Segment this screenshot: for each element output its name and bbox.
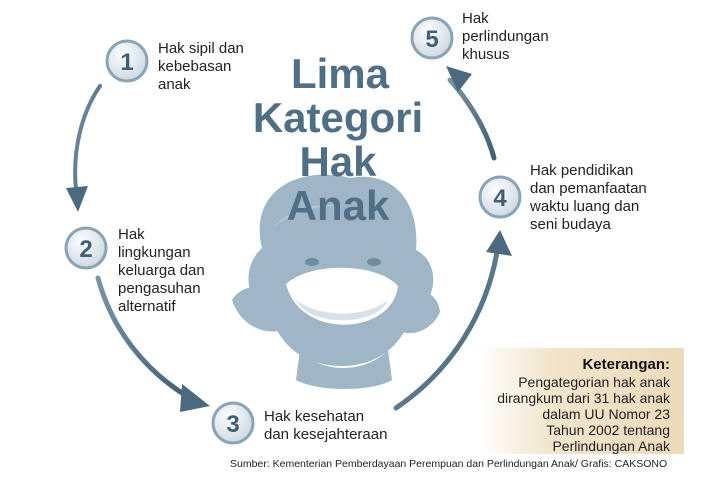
badge-5 (412, 18, 452, 58)
category-1-label (158, 40, 244, 94)
badge-3 (213, 403, 253, 443)
badge-number: 2 (79, 236, 93, 263)
label-line: dan kesejahteraan (264, 426, 388, 443)
arrowhead-3-to-4 (486, 230, 512, 256)
badge-1 (107, 41, 147, 81)
label-line: Hak pendidikan (530, 162, 634, 179)
category-2-label (118, 226, 205, 316)
label-line: Hak sipil dan (158, 40, 244, 57)
label-line: lingkungan (118, 244, 191, 261)
note-body (480, 374, 670, 454)
label-line: anak (158, 76, 191, 93)
title-line: Lima (290, 50, 390, 97)
badge-number: 1 (120, 49, 134, 76)
note-line: dirangkum dari 31 hak anak (497, 390, 670, 406)
note-title: Keterangan: (582, 356, 670, 373)
title-line: Kategori (252, 94, 424, 141)
label-line: dan pemanfaatan (530, 180, 647, 197)
label-line: pengasuhan (118, 280, 201, 297)
label-line: Hak kesehatan (264, 408, 365, 425)
label-line: seni budaya (530, 216, 611, 233)
note-line: Perlindungan Anak (552, 438, 670, 454)
arrow-4-to-5 (450, 80, 494, 158)
category-5-label (462, 10, 549, 64)
badge-4 (480, 177, 520, 217)
source-credit: Sumber: Kementerian Pemberdayaan Perempuan dan Perlindungan Anak/ Grafis: CAKSONO (230, 458, 668, 470)
label-line: Hak (462, 10, 489, 27)
title-line: Anak (286, 182, 390, 229)
arrowhead-1-to-2 (66, 186, 88, 212)
note-line: dalam UU Nomor 23 (542, 406, 670, 422)
note-box (478, 348, 684, 454)
arrow-1-to-2 (75, 86, 100, 190)
badge-number: 4 (493, 185, 507, 212)
label-line: alternatif (118, 298, 176, 315)
note-line: Tahun 2002 tentang (546, 422, 670, 438)
label-line: Hak (118, 226, 145, 243)
category-4-label (530, 162, 647, 234)
label-line: khusus (462, 46, 510, 63)
label-line: kebebasan (158, 58, 232, 75)
category-3-label (264, 408, 387, 444)
label-line: waktu luang dan (530, 198, 640, 215)
title-line: Hak (299, 138, 377, 185)
badge-number: 3 (226, 411, 240, 438)
arrowhead-2-to-3 (180, 384, 210, 412)
note-line: Pengategorian hak anak (518, 374, 670, 390)
label-line: keluarga dan (118, 262, 205, 279)
badge-number: 5 (425, 26, 439, 53)
label-line: perlindungan (462, 28, 549, 45)
badge-2 (66, 228, 106, 268)
